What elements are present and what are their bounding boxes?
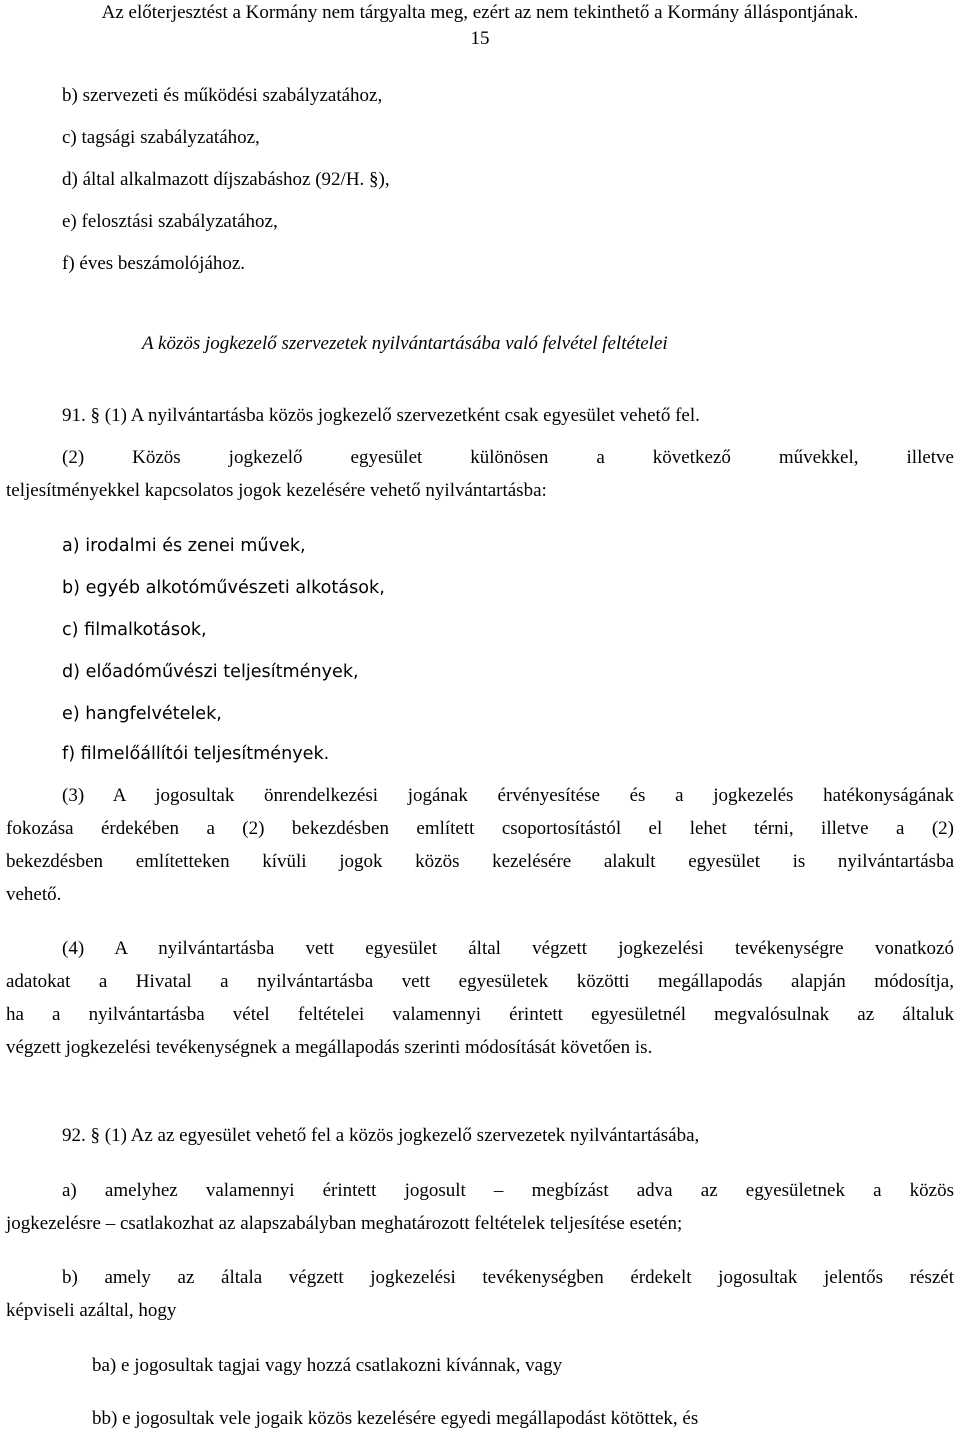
paragraph-91-1: 91. § (1) A nyilvántartásba közös jogkezelő szervezetként csak egyesület vehető fel. (62, 405, 700, 426)
list-item: f) éves beszámolójához. (62, 253, 246, 274)
paragraph-91-4-line: végzett jogkezelési tevékenységnek a megállapodás szerinti módosítását követően is. (6, 1037, 653, 1058)
paragraph-91-2-line: teljesítményekkel kapcsolatos jogok kezelésére vehető nyilvántartásba: (6, 480, 547, 501)
paragraph-92-1: 92. § (1) Az az egyesület vehető fel a közös jogkezelő szervezetek nyilvántartásába, (62, 1125, 700, 1146)
paragraph-91-3-line: fokozása érdekében a (2) bekezdésben említett csoportosítástól el lehet térni, illetve a (2) (6, 818, 954, 839)
paragraph-91-2-line: (2) Közös jogkezelő egyesület különösen a következő művekkel, illetve (62, 447, 954, 468)
subpoint-ba: ba) e jogosultak tagjai vagy hozzá csatlakozni kívánnak, vagy (92, 1355, 563, 1376)
paragraph-91-4-line: (4) A nyilvántartásba vett egyesület által végzett jogkezelési tevékenységre vonatkozó (62, 938, 954, 959)
subpoint-bb: bb) e jogosultak vele jogaik közös kezelésére egyedi megállapodást kötöttek, és (92, 1408, 699, 1429)
list-item: e) hangfelvételek, (62, 704, 222, 724)
list-item: c) tagsági szabályzatához, (62, 127, 260, 148)
list-item: f) filmelőállítói teljesítmények. (62, 744, 330, 764)
list-item: e) felosztási szabályzatához, (62, 211, 278, 232)
paragraph-91-3-line: vehető. (6, 884, 62, 905)
page-header (0, 0, 960, 50)
list-item: b) szervezeti és működési szabályzatához, (62, 85, 383, 106)
list-item: d) által alkalmazott díjszabáshoz (92/H. §), (62, 169, 390, 190)
paragraph-92-b-line: képviseli azáltal, hogy (6, 1300, 177, 1321)
list-item: b) egyéb alkotóművészeti alkotások, (62, 578, 385, 598)
header-note: Az előterjesztést a Kormány nem tárgyalta meg, ezért az nem tekinthető a Kormány álláspontjának. (101, 2, 859, 23)
paragraph-92-b-line: b) amely az általa végzett jogkezelési tevékenységben érdekelt jogosultak jelentős részét (62, 1267, 954, 1288)
list-item: c) filmalkotások, (62, 620, 207, 640)
paragraph-92-a-line: jogkezelésre – csatlakozhat az alapszabályban meghatározott feltételek teljesítése esetén; (6, 1213, 683, 1234)
section-title: A közös jogkezelő szervezetek nyilvántartásába való felvétel feltételei (142, 333, 668, 354)
page-number: 15 (470, 28, 490, 49)
paragraph-91-4-line: adatokat a Hivatal a nyilvántartásba vett egyesületek közötti megállapodás alapján módosítja, (6, 971, 954, 992)
list-item: d) előadóművészi teljesítmények, (62, 662, 359, 682)
paragraph-91-3-line: bekezdésben említetteken kívüli jogok közös kezelésére alakult egyesület is nyilvántartásba (6, 851, 954, 872)
list-item: a) irodalmi és zenei művek, (62, 536, 306, 556)
paragraph-92-a-line: a) amelyhez valamennyi érintett jogosult – megbízást adva az egyesületnek a közös (62, 1180, 954, 1201)
paragraph-91-4-line: ha a nyilvántartásba vétel feltételei valamennyi érintett egyesületnél megvalósulnak az általuk (6, 1004, 954, 1025)
paragraph-91-3-line: (3) A jogosultak önrendelkezési jogának érvényesítése és a jogkezelés hatékonyságának (62, 785, 954, 806)
